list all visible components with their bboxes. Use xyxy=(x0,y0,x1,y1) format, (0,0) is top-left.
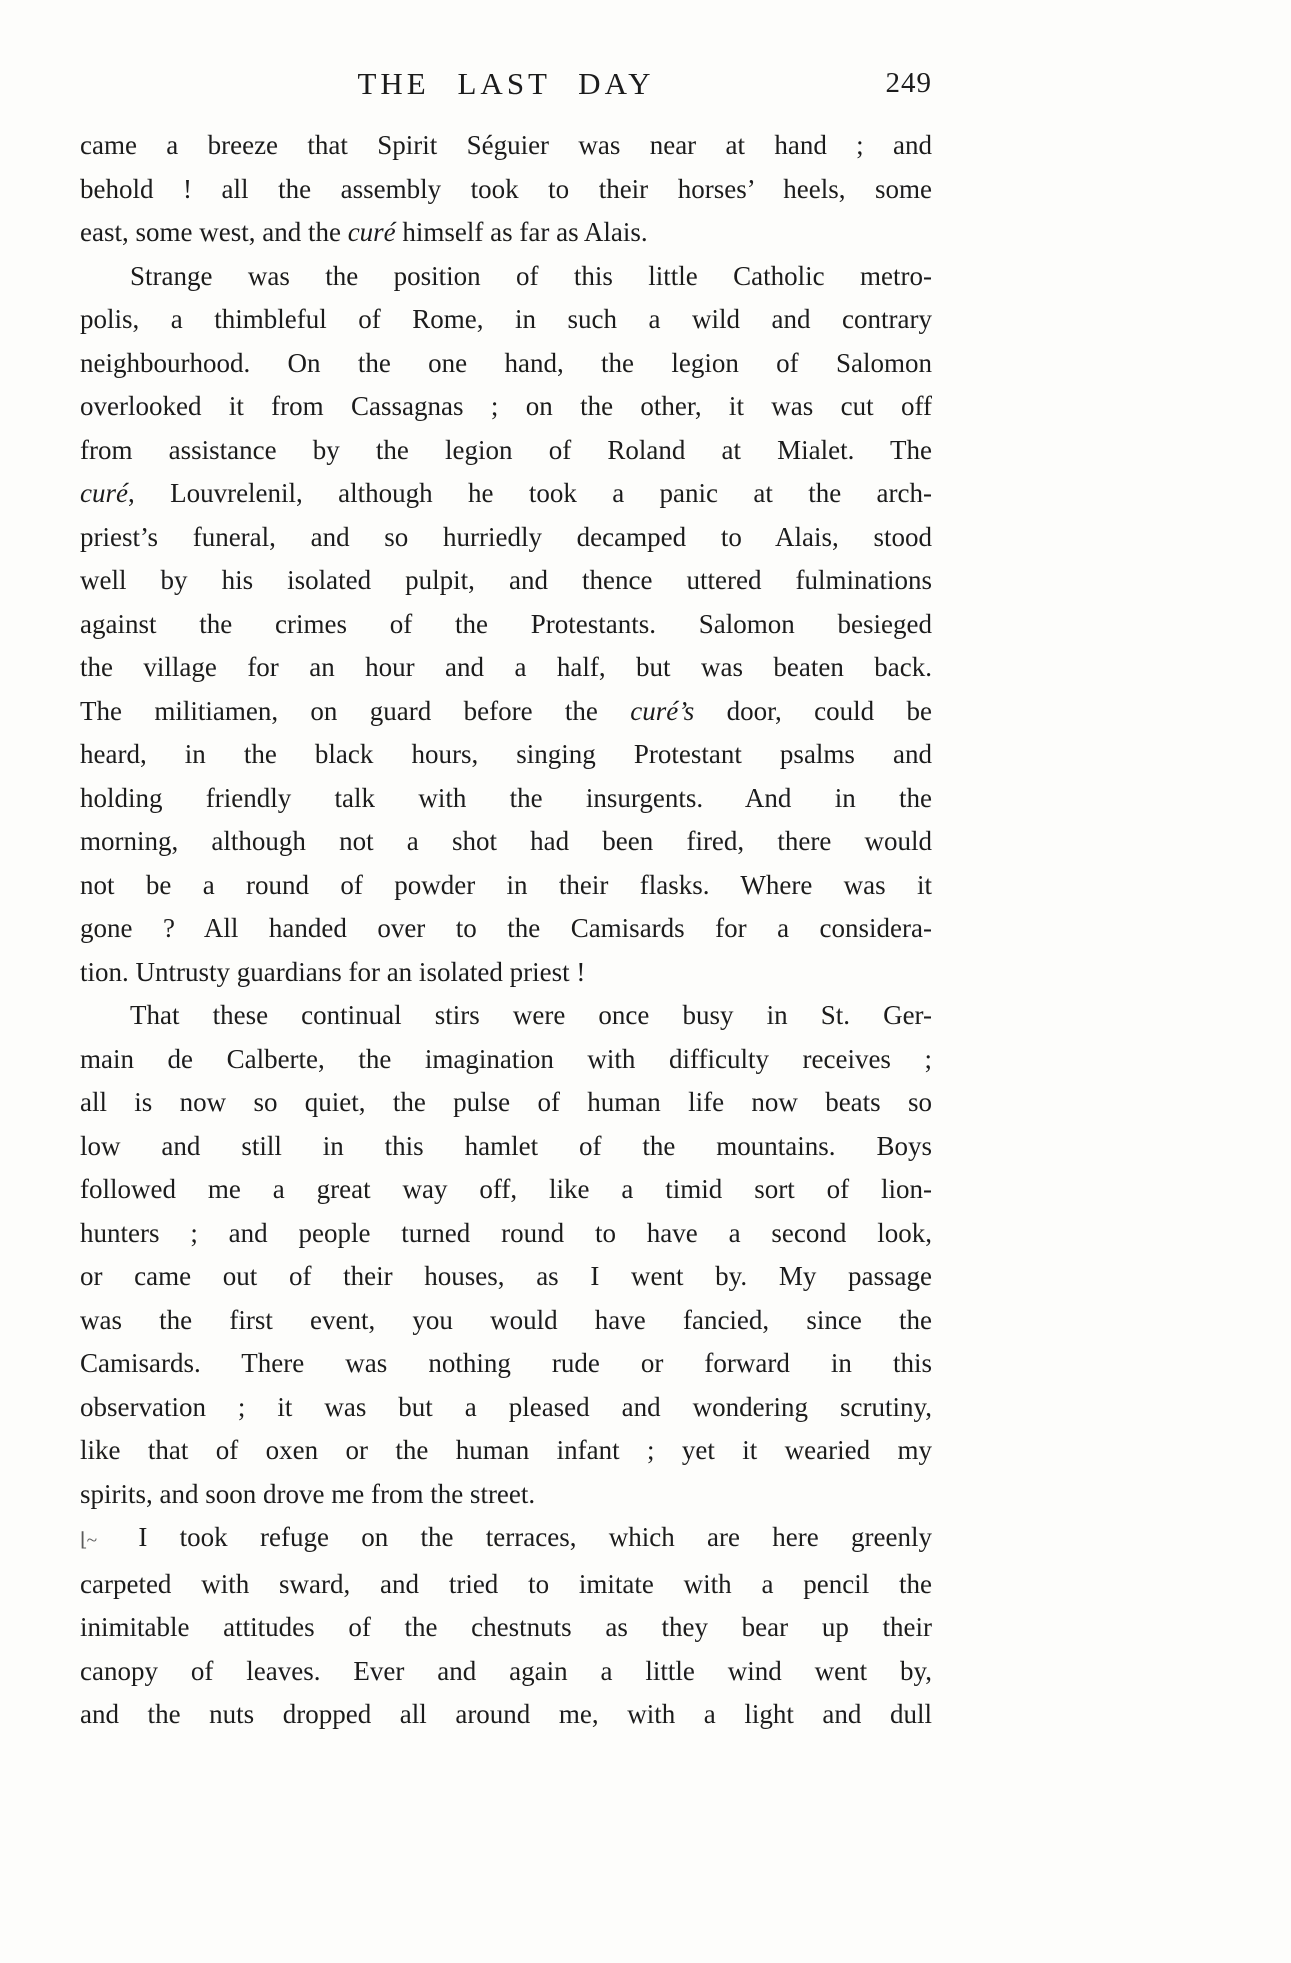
text-segment: hunters ; and people turned round to have a second look, xyxy=(80,1217,932,1248)
italic-text: curé xyxy=(347,217,396,247)
text-segment: holding friendly talk with the insurgents. And in the xyxy=(80,782,932,813)
text-line xyxy=(80,1125,932,1169)
text-line xyxy=(80,1693,932,1737)
text-segment: against the crimes of the Protestants. Salomon besieged xyxy=(80,608,932,639)
text-line xyxy=(80,690,932,734)
text-segment: low and still in this hamlet of the mountains. Boys xyxy=(80,1130,932,1161)
text-segment: I took refuge on the terraces, which are here greenly xyxy=(106,1522,932,1552)
text-line xyxy=(80,255,932,299)
text-segment: inimitable attitudes of the chestnuts as they bear up their xyxy=(80,1612,932,1642)
text-line xyxy=(80,1342,932,1386)
text-segment: polis, a thimbleful of Rome, in such a wild and contrary xyxy=(80,304,932,334)
paragraph xyxy=(80,255,932,995)
text-line xyxy=(80,1516,932,1563)
text-segment: followed me a great way off, like a timid sort of lion- xyxy=(80,1174,932,1204)
text-segment: or came out of their houses, as I went by. My passage xyxy=(80,1261,932,1291)
text-line xyxy=(80,907,932,951)
text-line xyxy=(80,1255,932,1299)
text-segment: all is now so quiet, the pulse of human life now beats so xyxy=(80,1087,932,1117)
text-segment: door, could be xyxy=(694,695,932,726)
text-line xyxy=(80,472,932,516)
text-segment: tion. Untrusty guardians for an isolated priest ! xyxy=(80,956,586,987)
text-line xyxy=(80,1299,932,1343)
text-block xyxy=(80,124,932,1737)
text-line xyxy=(80,777,932,821)
text-line xyxy=(80,864,932,908)
italic-text: curé xyxy=(80,478,128,508)
text-line xyxy=(80,1081,932,1125)
paragraph xyxy=(80,124,932,255)
text-line xyxy=(80,1473,932,1517)
text-segment: morning, although not a shot had been fired, there would xyxy=(80,826,932,856)
text-line xyxy=(80,342,932,386)
text-line xyxy=(80,646,932,690)
text-segment: observation ; it was but a pleased and wondering scrutiny, xyxy=(80,1391,932,1422)
text-line xyxy=(80,168,932,212)
ink-mark-artifact: ⌊~ xyxy=(80,1530,97,1551)
text-line xyxy=(80,951,932,995)
text-segment: Camisards. There was nothing rude or forward in this xyxy=(80,1348,932,1378)
text-segment: overlooked it from Cassagnas ; on the other, it was cut off xyxy=(80,391,932,421)
italic-text: curé’s xyxy=(630,695,695,726)
text-segment: spirits, and soon drove me from the street. xyxy=(80,1478,536,1509)
text-segment: like that of oxen or the human infant ; yet it wearied my xyxy=(80,1435,932,1465)
text-segment: himself as far as Alais. xyxy=(395,217,648,247)
text-line xyxy=(80,994,932,1038)
text-line xyxy=(80,1563,932,1607)
running-title: THE LAST DAY xyxy=(357,66,655,101)
text-line xyxy=(80,1386,932,1430)
text-line xyxy=(80,603,932,647)
text-line xyxy=(80,1429,932,1473)
text-line xyxy=(80,1212,932,1256)
text-segment: was the first event, you would have fancied, since the xyxy=(80,1304,932,1335)
text-line xyxy=(80,1650,932,1694)
text-line xyxy=(80,559,932,603)
text-segment: main de Calberte, the imagination with difficulty receives ; xyxy=(80,1043,932,1074)
text-segment: The militiamen, on guard before the xyxy=(80,695,631,726)
text-line xyxy=(80,1168,932,1212)
text-segment: well by his isolated pulpit, and thence uttered fulminations xyxy=(80,565,932,595)
text-segment: Strange was the position of this little Catholic metro- xyxy=(130,260,932,291)
text-line xyxy=(80,733,932,777)
text-segment: from assistance by the legion of Roland at Mialet. The xyxy=(80,434,932,465)
text-segment: behold ! all the assembly took to their horses’ heels, some xyxy=(80,173,932,204)
text-segment: came a breeze that Spirit Séguier was near at hand ; and xyxy=(80,130,932,160)
text-segment: That these continual stirs were once busy in St. Ger- xyxy=(130,1000,932,1030)
text-line xyxy=(80,124,932,168)
text-segment: not be a round of powder in their flasks. Where was it xyxy=(80,869,932,900)
page-header xyxy=(80,66,932,112)
text-line xyxy=(80,211,932,255)
paragraph xyxy=(80,1516,932,1737)
text-segment: gone ? All handed over to the Camisards for a considera- xyxy=(80,913,932,943)
page-number: 249 xyxy=(885,67,932,99)
text-segment: and the nuts dropped all around me, with a light and dull xyxy=(80,1699,932,1729)
paragraph xyxy=(80,994,932,1516)
text-segment: east, some west, and the xyxy=(80,217,348,247)
text-segment: carpeted with sward, and tried to imitate with a pencil the xyxy=(80,1568,932,1599)
text-segment: priest’s funeral, and so hurriedly decamped to Alais, stood xyxy=(80,521,932,552)
text-segment: , Louvrelenil, although he took a panic at the arch- xyxy=(127,478,932,508)
text-line xyxy=(80,1038,932,1082)
text-line xyxy=(80,516,932,560)
text-line xyxy=(80,298,932,342)
text-segment: neighbourhood. On the one hand, the legion of Salomon xyxy=(80,347,932,378)
text-segment: the village for an hour and a half, but was beaten back. xyxy=(80,652,932,682)
text-line xyxy=(80,820,932,864)
text-segment: heard, in the black hours, singing Protestant psalms and xyxy=(80,739,932,769)
text-line xyxy=(80,385,932,429)
text-line xyxy=(80,429,932,473)
text-line xyxy=(80,1606,932,1650)
text-segment: canopy of leaves. Ever and again a little wind went by, xyxy=(80,1655,932,1686)
